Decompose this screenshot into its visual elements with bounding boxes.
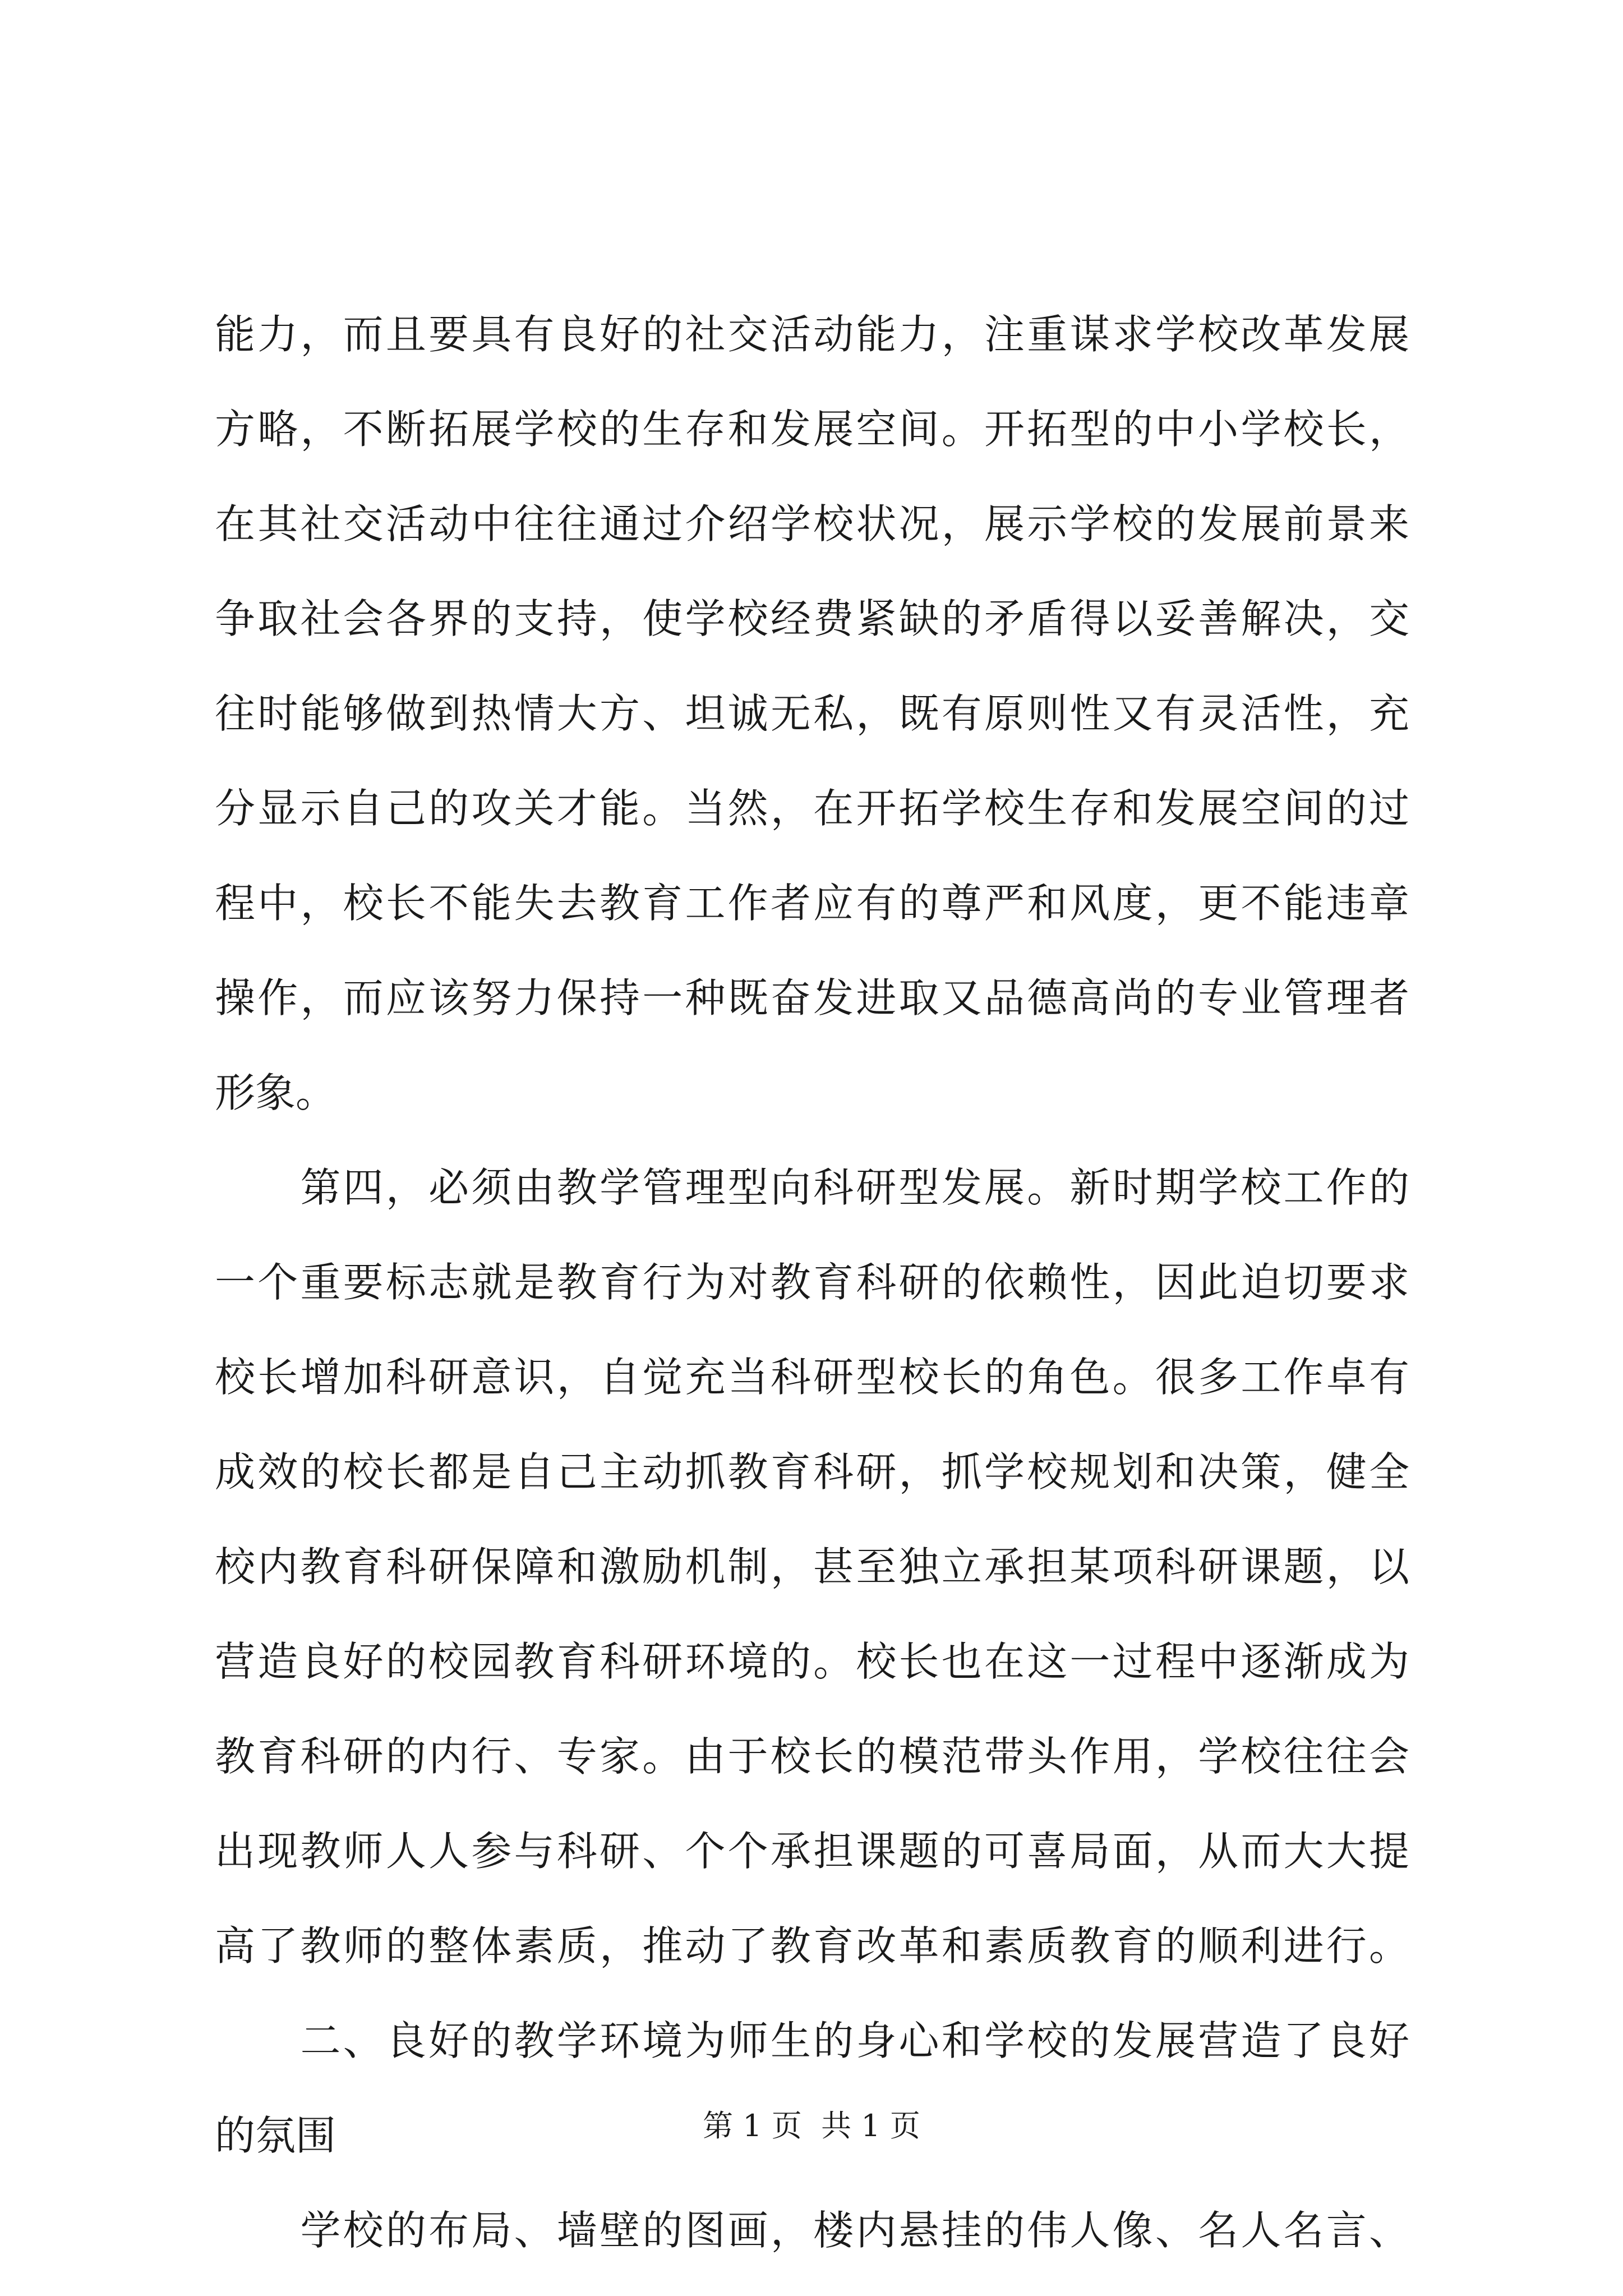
page-footer [0, 2104, 1623, 2148]
text-line-18: 高了教师的整体素质，推动了教育改革和素质教育的顺利进行。 [215, 1922, 1409, 1970]
text-line-17: 出现教师人人参与科研、个个承担课题的可喜局面，从而大大提 [215, 1828, 1409, 1875]
page-number-label: 第 1 页 共 1 页 [703, 2108, 920, 2143]
body-text [215, 287, 1409, 2278]
text-line-1: 能力，而且要具有良好的社交活动能力，注重谋求学校改革发展 [215, 311, 1409, 358]
text-line-9: 形象。 [215, 1069, 336, 1116]
text-line-3: 在其社交活动中往往通过介绍学校状况，展示学校的发展前景来 [215, 500, 1409, 547]
text-line-21: 学校的布局、墙壁的图画，楼内悬挂的伟人像、名人名言、 [215, 2207, 1409, 2254]
text-line-13: 成效的校长都是自己主动抓教育科研，抓学校规划和决策，健全 [215, 1448, 1409, 1496]
text-line-5: 往时能够做到热情大方、坦诚无私，既有原则性又有灵活性，充 [215, 690, 1409, 737]
text-line-15: 营造良好的校园教育科研环境的。校长也在这一过程中逐渐成为 [215, 1638, 1409, 1685]
text-line-7: 程中，校长不能失去教育工作者应有的尊严和风度，更不能违章 [215, 880, 1409, 927]
text-line-8: 操作，而应该努力保持一种既奋发进取又品德高尚的专业管理者 [215, 974, 1409, 1022]
text-line-16: 教育科研的内行、专家。由于校长的模范带头作用，学校往往会 [215, 1733, 1409, 1780]
text-line-19: 二、良好的教学环境为师生的身心和学校的发展营造了良好 [215, 2017, 1409, 2064]
text-line-2: 方略，不断拓展学校的生存和发展空间。开拓型的中小学校长， [215, 406, 1409, 453]
text-line-11: 一个重要标志就是教育行为对教育科研的依赖性，因此迫切要求 [215, 1259, 1409, 1306]
text-line-4: 争取社会各界的支持，使学校经费紧缺的矛盾得以妥善解决，交 [215, 595, 1409, 642]
text-line-20: 的氛围 [215, 2112, 336, 2159]
text-line-6: 分显示自己的攻关才能。当然，在开拓学校生存和发展空间的过 [215, 785, 1409, 832]
text-line-14: 校内教育科研保障和激励机制，甚至独立承担某项科研课题，以 [215, 1543, 1409, 1590]
text-line-10: 第四，必须由教学管理型向科研型发展。新时期学校工作的 [215, 1164, 1409, 1211]
text-line-12: 校长增加科研意识，自觉充当科研型校长的角色。很多工作卓有 [215, 1354, 1409, 1401]
